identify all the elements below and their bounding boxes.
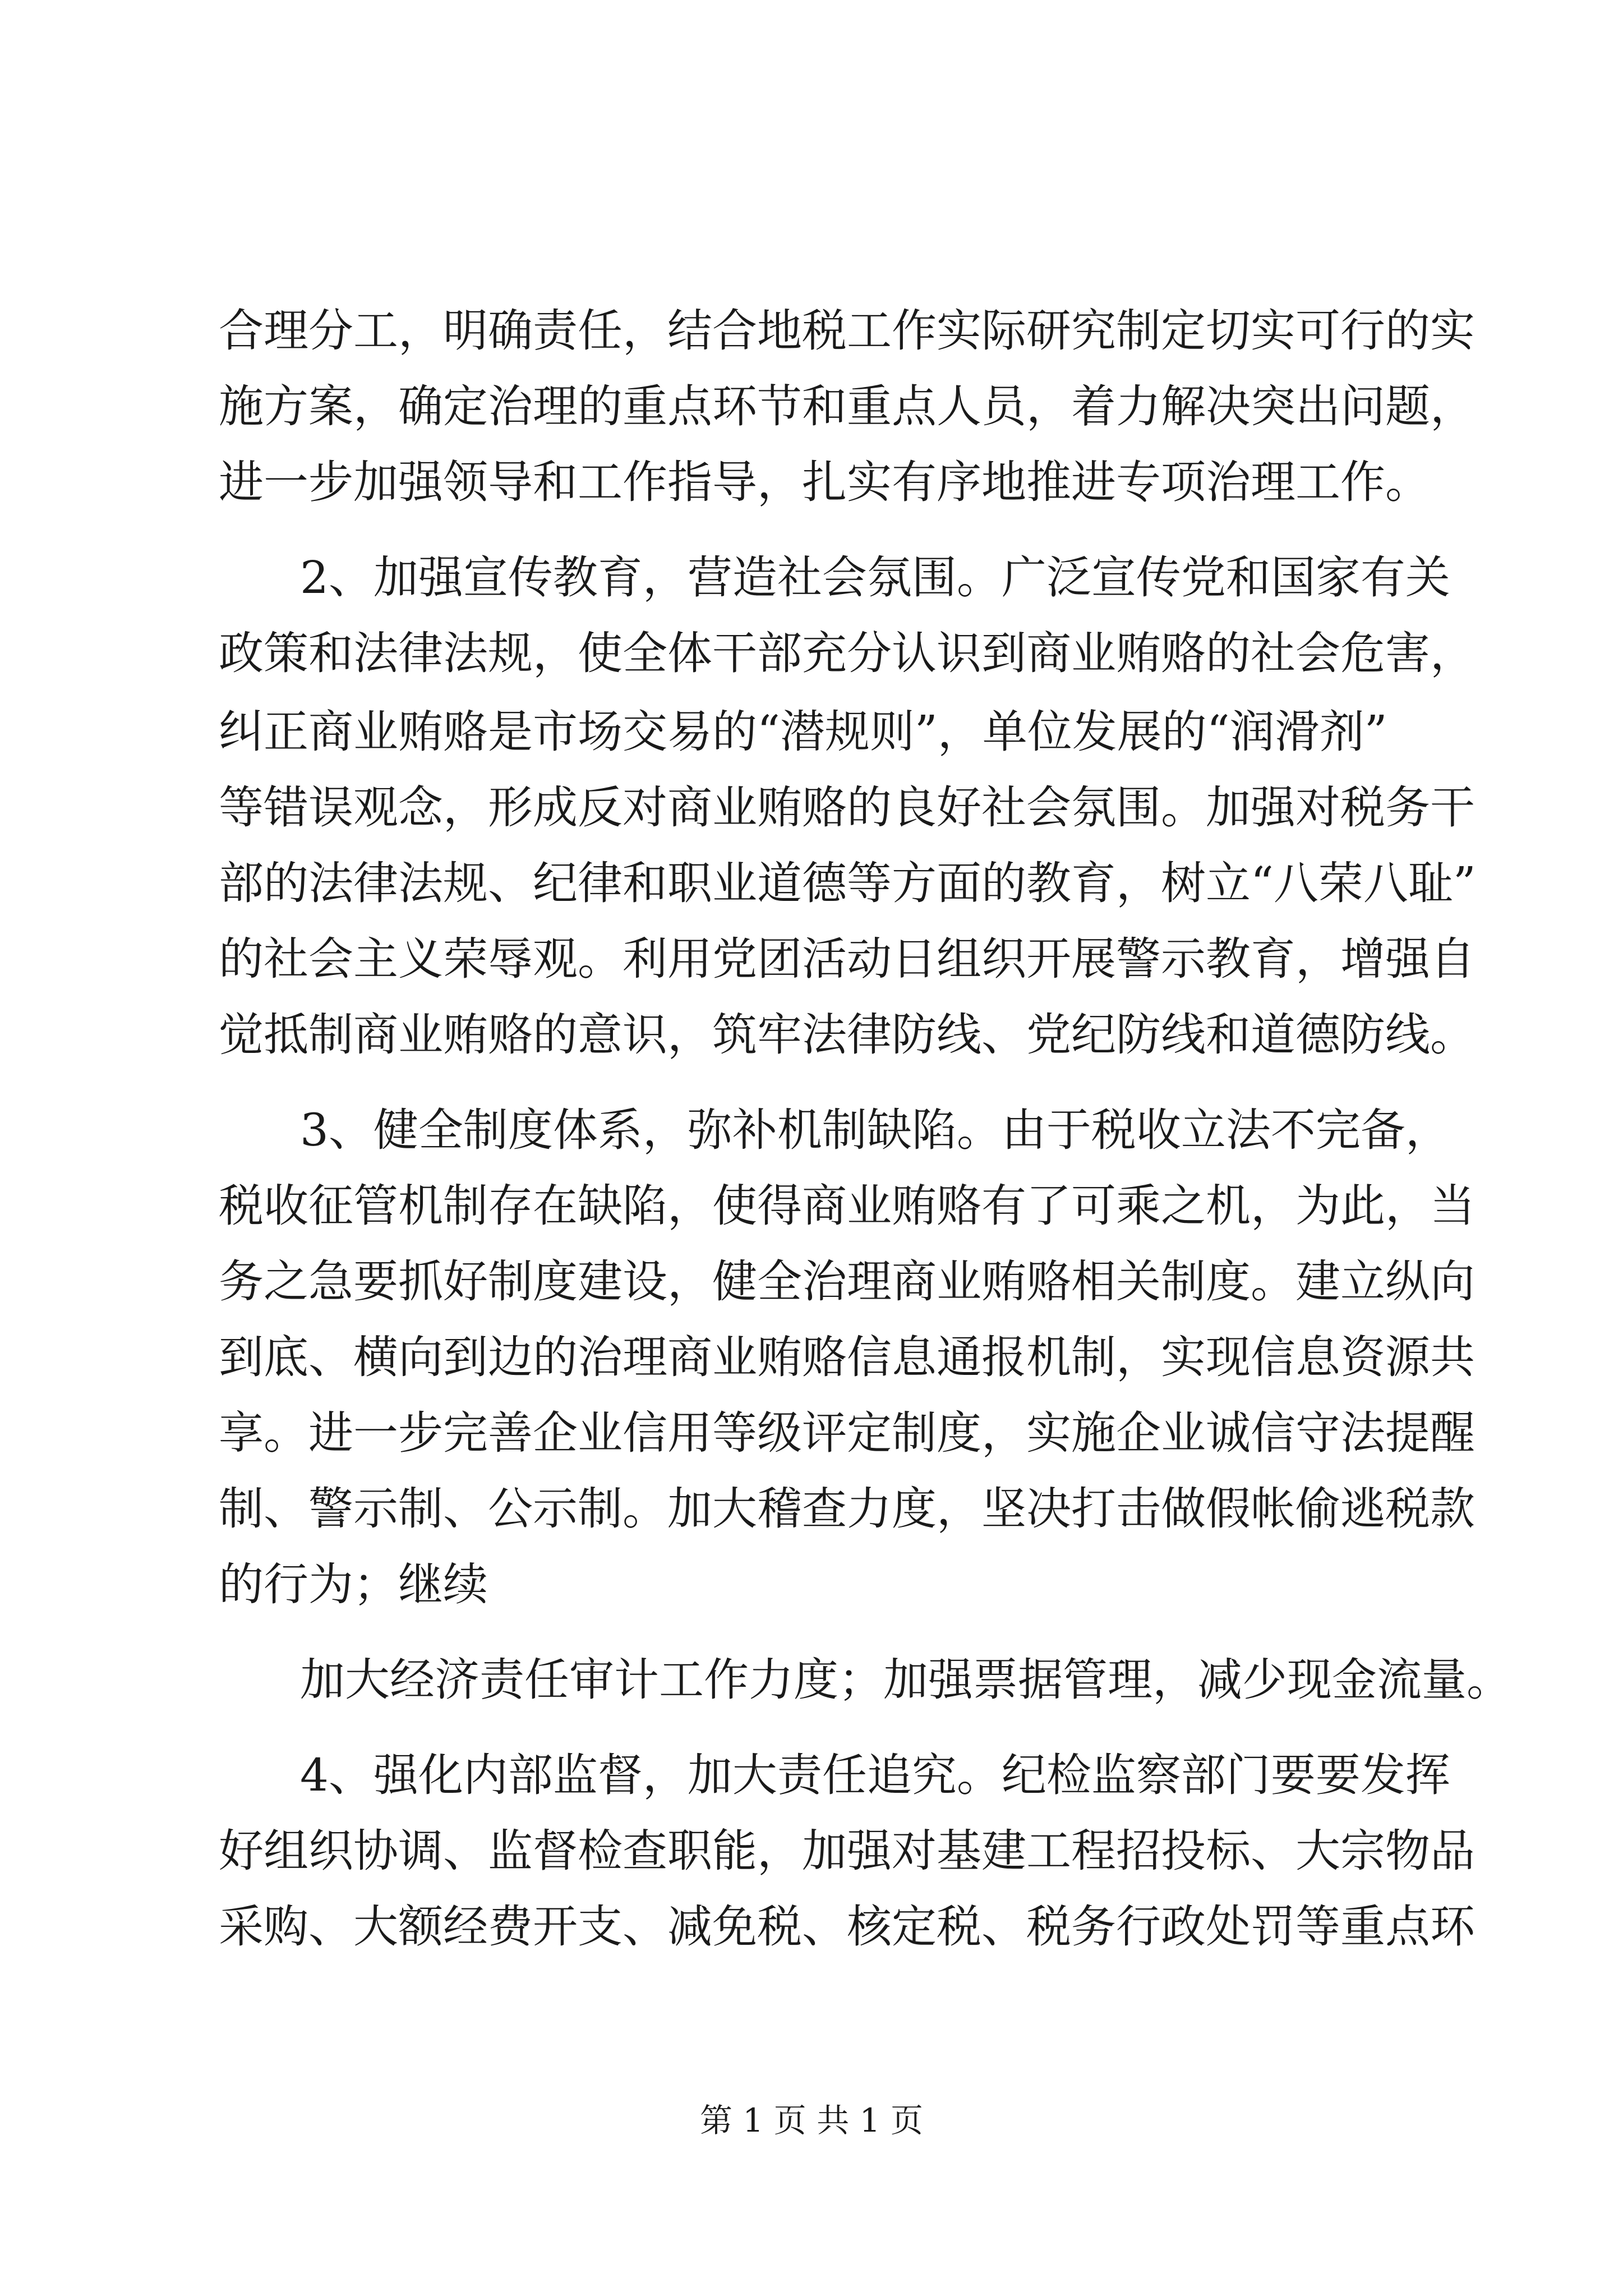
text-line-8: 部的法律法规、纪律和职业道德等方面的教育，树立“八荣八耻”: [219, 857, 1476, 909]
text-line-3: 进一步加强领导和工作指导，扎实有序地推进专项治理工作。: [219, 456, 1430, 508]
text-line-2: 施方案，确定治理的重点环节和重点人员，着力解决突出问题，: [219, 380, 1475, 432]
text-line-14: 到底、横向到边的治理商业贿赂信息通报机制，实现信息资源共: [219, 1331, 1475, 1383]
text-line-15: 享。进一步完善企业信用等级评定制度，实施企业诚信守法提醒: [219, 1407, 1475, 1459]
text-line-4: 2、加强宣传教育，营造社会氛围。广泛宣传党和国家有关: [300, 551, 1450, 604]
text-line-7: 等错误观念，形成反对商业贿赂的良好社会氛围。加强对税务干: [219, 781, 1475, 834]
text-line-18: 加大经济责任审计工作力度；加强票据管理，减少现金流量。: [300, 1654, 1511, 1706]
text-line-13: 务之急要抓好制度建设，健全治理商业贿赂相关制度。建立纵向: [219, 1255, 1475, 1308]
text-line-9: 的社会主义荣辱观。利用党团活动日组织开展警示教育，增强自: [219, 933, 1475, 985]
text-line-5: 政策和法律法规，使全体干部充分认识到商业贿赂的社会危害，: [219, 627, 1475, 679]
text-line-17: 的行为；继续: [219, 1558, 488, 1611]
text-line-16: 制、警示制、公示制。加大稽查力度，坚决打击做假帐偷逃税款: [219, 1483, 1475, 1535]
text-line-21: 采购、大额经费开支、减免税、核定税、税务行政处罚等重点环: [219, 1901, 1475, 1953]
text-line-12: 税收征管机制存在缺陷，使得商业贿赂有了可乘之机，为此，当: [219, 1180, 1475, 1232]
text-line-20: 好组织协调、监督检查职能，加强对基建工程招投标、大宗物品: [219, 1825, 1475, 1877]
text-line-1: 合理分工，明确责任，结合地税工作实际研究制定切实可行的实: [219, 305, 1475, 357]
text-line-6: 纠正商业贿赂是市场交易的“潜规则”，单位发展的“润滑剂”: [219, 706, 1387, 758]
text-line-10: 觉抵制商业贿赂的意识，筑牢法律防线、党纪防线和道德防线。: [219, 1009, 1475, 1061]
text-line-11: 3、健全制度体系，弥补机制缺陷。由于税收立法不完备，: [300, 1104, 1450, 1156]
text-line-19: 4、强化内部监督，加大责任追究。纪检监察部门要要发挥: [300, 1749, 1450, 1801]
page-footer: 第 1 页 共 1 页: [700, 2101, 923, 2139]
